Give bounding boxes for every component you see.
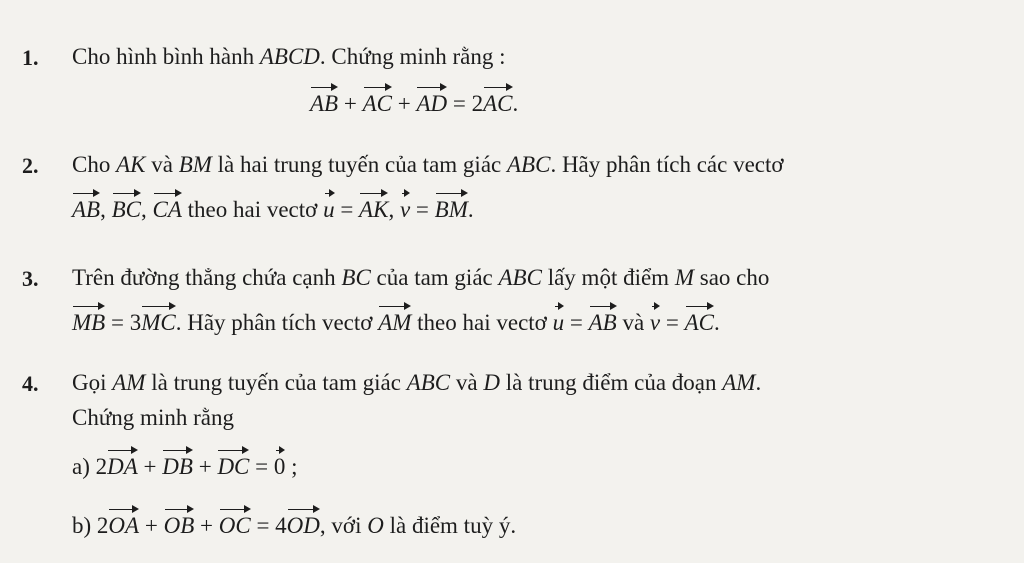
text-segment: . Hãy phân tích các vectơ [550,152,784,177]
vector-ac: AC [685,302,714,334]
vector-u: u [553,302,565,334]
vector-v: v [400,189,410,221]
problem-1-equation: AB + AC + AD = 2 AC. [310,83,518,115]
problem-1-number: 1. [22,45,39,70]
vector-da: DA [107,446,138,478]
problem-4-line-2: Chứng minh rằng [72,405,234,430]
problem-3-line-2: MB = 3 MC. Hãy phân tích vectơ AM theo hai vectơ u = AB và v = AC. [72,302,720,334]
vector-u: u [323,189,335,221]
problem-3-line-1 [72,266,769,289]
text-segment: AM [722,370,756,395]
vector-bc: BC [112,189,141,221]
text-segment: Trên đường thẳng chứa cạnh [72,265,342,290]
vector-oa: OA [108,505,139,537]
text-segment: và [145,152,179,177]
problem-4-line-1 [72,371,761,394]
vector-ab: AB [589,302,617,334]
text-segment: D [483,370,500,395]
part-b-label: b) [72,513,92,538]
text-segment: là trung tuyến của tam giác [145,370,407,395]
vector-mc: MC [141,302,176,334]
text-segment: ABC [406,370,451,395]
text-segment: Cho [72,152,117,177]
vector-v: v [650,302,660,334]
text-segment: AK [116,152,146,177]
vector-mb: MB [72,302,105,334]
text-segment: BM [178,152,212,177]
text-segment: AM [112,370,146,395]
vector-db: DB [162,446,193,478]
text-segment: Gọi [72,370,113,395]
vector-ac-2: AC [483,83,512,115]
zero-vector: 0 [274,446,286,478]
vector-am: AM [378,302,411,334]
text-segment: lấy một điểm [541,265,675,290]
problem-2-number: 2. [22,153,39,178]
problem-2-line-1 [72,153,784,176]
problem-4-part-b: b) 2 OA + OB + OC = 4 OD, với O là điểm tuỳ ý. [72,505,516,537]
vector-dc: DC [217,446,249,478]
text-segment: ABC [506,152,551,177]
vector-oc: OC [219,505,251,537]
vector-ac: AC [363,83,392,115]
text-segment: là hai trung tuyến của tam giác [211,152,507,177]
text-segment: của tam giác [370,265,499,290]
text-segment: sao cho [694,265,770,290]
part-a-label: a) [72,454,90,479]
text-segment: và [450,370,484,395]
text-segment: là trung điểm của đoạn [499,370,723,395]
problem-2-line-2: AB, BC, CA theo hai vectơ u = AK, v = BM. [72,189,474,221]
text-segment: M [674,265,694,290]
vector-ak: AK [359,189,388,221]
vector-ab: AB [72,189,100,221]
vector-ab: AB [310,83,338,115]
problem-4-number: 4. [22,371,39,396]
text-segment: . [755,370,762,395]
problem-1-line-1: Cho hình bình hành ABCD. Chứng minh rằng : [72,44,506,69]
vector-bm: BM [435,189,468,221]
problem-4-part-a: a) 2 DA + DB + DC = 0 ; [72,446,298,478]
text-segment: BC [341,265,371,290]
text-segment: ABC [498,265,542,290]
vector-od: OD [287,505,320,537]
vector-ca: CA [153,189,182,221]
vector-ad: AD [416,83,447,115]
problem-3-number: 3. [22,266,39,291]
vector-ob: OB [164,505,195,537]
